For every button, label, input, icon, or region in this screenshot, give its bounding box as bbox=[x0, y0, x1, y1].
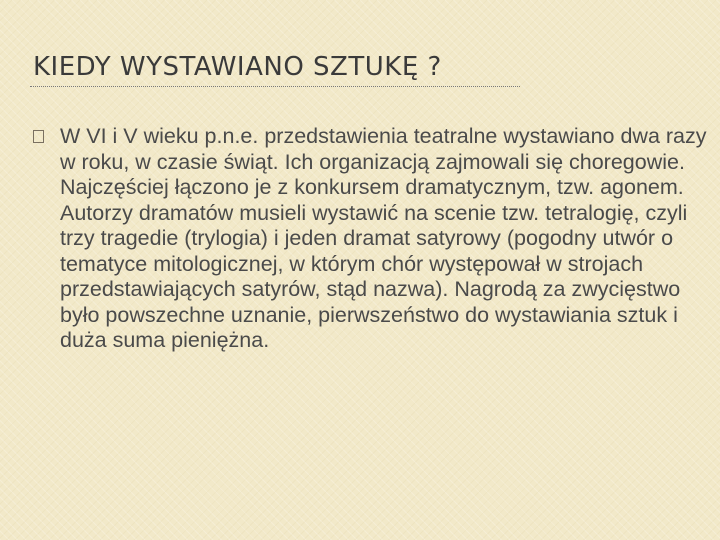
slide-title: KIEDY WYSTAWIANO SZTUKĘ ? bbox=[33, 52, 442, 82]
title-divider bbox=[30, 86, 520, 87]
square-bullet-icon bbox=[33, 130, 44, 143]
bullet-text: W VI i V wieku p.n.e. przedstawienia teatralne wystawiano dwa razy w roku, w czasie świąt. Ich organizacją zajmowali się choregowie. Najczęściej łączono je z konkursem dramatycznym, tzw. agonem. Autorzy dramatów musieli wystawić na scenie tzw. tetralogię, czyli trzy tragedie (trylogia) i jeden dramat satyrowy (pogodny utwór o tematyce mitologicznej, w którym chór występował w strojach przedstawiających satyrów, stąd nazwa). Nagrodą za zwycięstwo było powszechne uznanie, pierwszeństwo do wystawiania sztuk i duża suma pieniężna. bbox=[60, 124, 707, 352]
